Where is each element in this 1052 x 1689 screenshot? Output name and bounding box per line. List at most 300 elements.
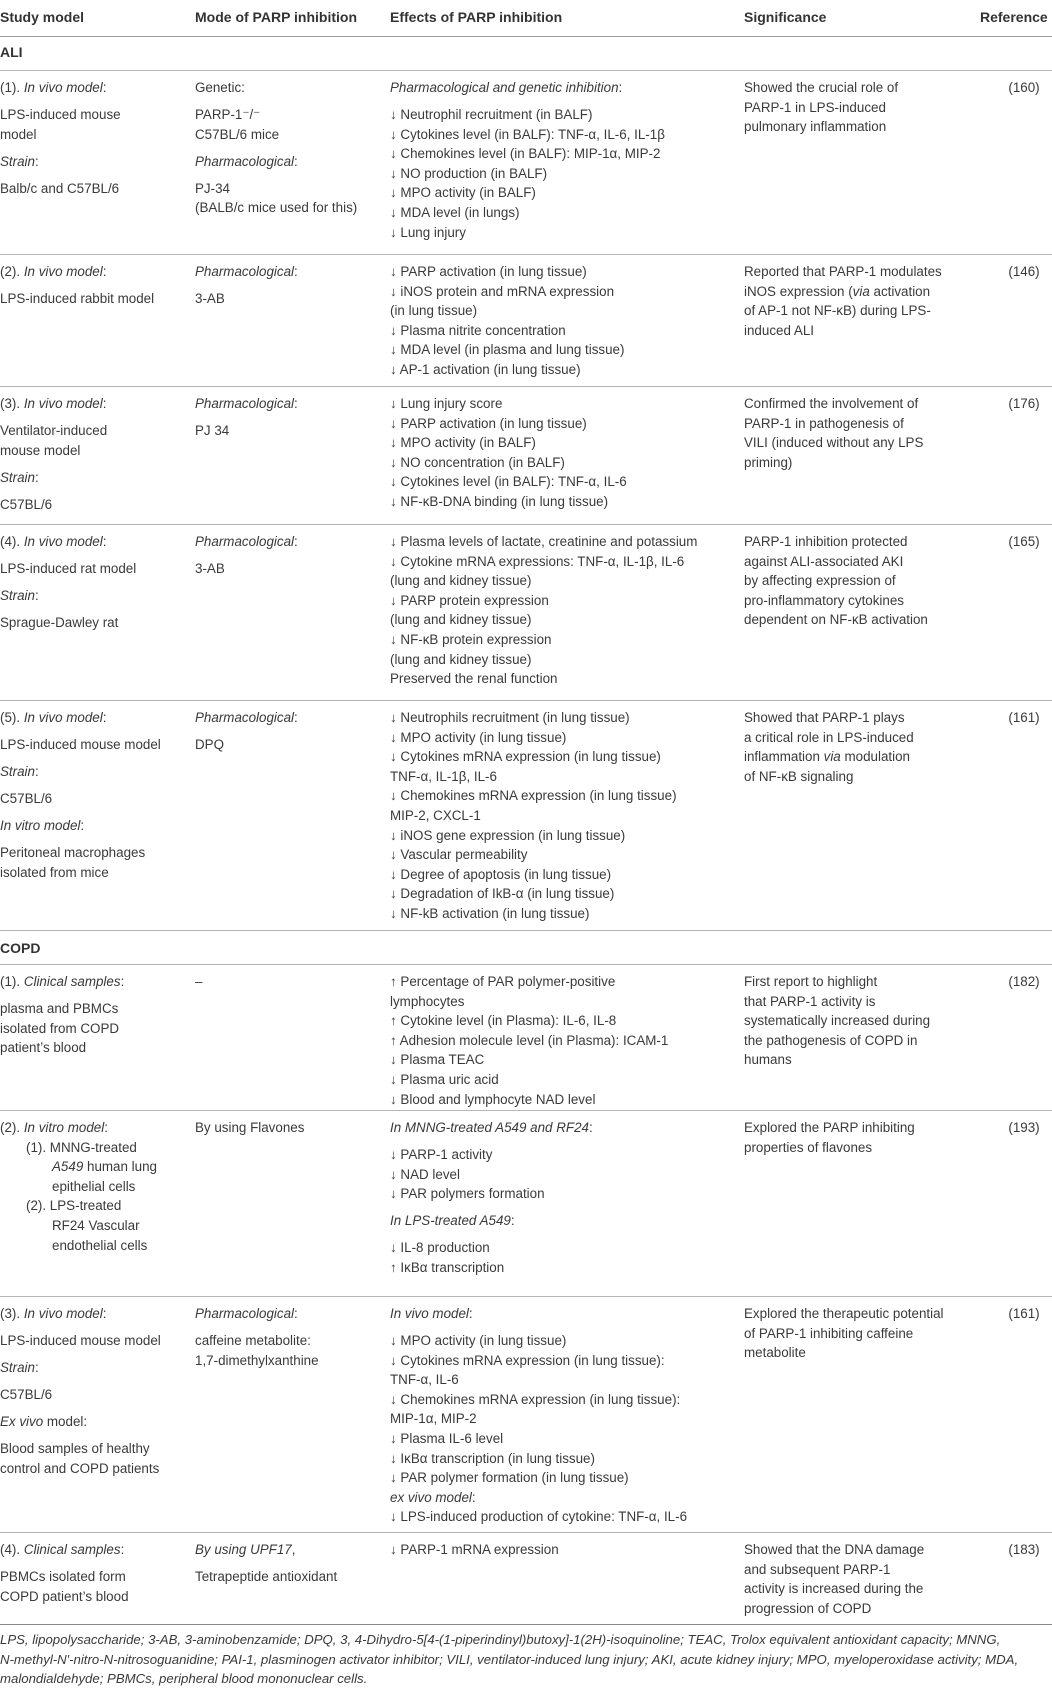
- text: (4).: [0, 1542, 24, 1557]
- spacer: [0, 171, 121, 179]
- cell-line: [0, 789, 161, 809]
- text: PJ 34: [195, 423, 230, 439]
- text: (3).: [0, 1306, 24, 1321]
- text: Showed that PARP-1 plays: [744, 710, 905, 725]
- text: ↑ Percentage of PAR polymer-positive: [390, 974, 616, 989]
- cell-mode: [195, 1304, 319, 1370]
- spacer: [0, 1351, 161, 1359]
- cell-line: [0, 289, 154, 309]
- text: induced ALI: [744, 322, 814, 338]
- text: :: [120, 1542, 125, 1557]
- italic-text: In MNNG-treated A549 and RF24: [390, 1120, 589, 1135]
- text: ↓ MPO activity (in lung tissue): [390, 729, 567, 745]
- cell-study: [0, 972, 124, 1058]
- text: MIP-2, CXCL-1: [390, 807, 481, 823]
- cell-line: [390, 845, 677, 865]
- cell-significance: [744, 708, 914, 786]
- cell-significance: [744, 1540, 924, 1618]
- cell-line: [195, 1567, 337, 1587]
- cell-significance: [744, 1304, 944, 1363]
- cell-line: [390, 1238, 593, 1258]
- cell-line: [390, 1331, 687, 1351]
- italic-text: In vivo model: [23, 396, 103, 411]
- cell-line: [744, 571, 928, 591]
- text: of AP-1 not NF-κB) during LPS-: [744, 303, 931, 319]
- text: ↑ Adhesion molecule level (in Plasma): ICAM-1: [390, 1032, 669, 1048]
- text: DPQ: [195, 737, 225, 753]
- cell-line: [744, 414, 923, 434]
- text: :: [102, 710, 107, 725]
- cell-line: [744, 610, 928, 630]
- text: MIP-1α, MIP-2: [390, 1411, 477, 1427]
- cell-line: [390, 433, 627, 453]
- cell-line: [0, 999, 124, 1019]
- text: properties of flavones: [744, 1139, 873, 1155]
- divider: [0, 254, 1052, 255]
- spacer: [195, 282, 298, 290]
- spacer: [195, 98, 357, 106]
- text: C57BL/6 mice: [195, 126, 280, 142]
- cell-line: [744, 1050, 930, 1070]
- cell-line: [0, 1358, 161, 1378]
- italic-text: Pharmacological: [195, 710, 294, 725]
- text: :: [102, 1306, 107, 1321]
- cell-line: [390, 262, 624, 282]
- cell-reference: (161): [1008, 1306, 1040, 1321]
- text: C57BL/6: [0, 791, 53, 807]
- cell-line: [0, 843, 161, 863]
- text: activity is increased during the: [744, 1581, 924, 1597]
- cell-line: [744, 262, 942, 282]
- text: ↓ IκBα transcription (in lung tissue): [390, 1450, 595, 1466]
- cell-line: [195, 708, 298, 728]
- spacer: [390, 1324, 687, 1332]
- text: ↓ MDA level (in plasma and lung tissue): [390, 342, 625, 358]
- cell-line: [0, 125, 121, 145]
- text: ↓ PARP-1 activity: [390, 1147, 493, 1163]
- text: :: [104, 1120, 108, 1135]
- cell-line: [195, 421, 298, 441]
- cell-line: [0, 1587, 129, 1607]
- text: of PARP-1 inhibiting caffeine: [744, 1325, 914, 1341]
- cell-line: [390, 1540, 559, 1560]
- cell-line: [390, 826, 677, 846]
- cell-line: [390, 301, 624, 321]
- text: :: [471, 1489, 476, 1505]
- text: ↓ PARP activation (in lung tissue): [390, 415, 587, 431]
- cell-reference: (183): [1008, 1542, 1040, 1557]
- header-reference: Reference: [980, 9, 1048, 25]
- spacer: [0, 728, 161, 736]
- spacer: [195, 1324, 319, 1332]
- cell-line: [390, 1211, 593, 1231]
- spacer: [0, 414, 107, 422]
- cell-line: [0, 1459, 161, 1479]
- cell-line: [390, 1011, 668, 1031]
- cell-line: [195, 262, 298, 282]
- text: COPD patient’s blood: [0, 1588, 129, 1604]
- italic-text: In LPS-treated A549: [390, 1213, 511, 1229]
- cell-line: [744, 1324, 944, 1344]
- divider: [0, 1296, 1052, 1297]
- cell-line: [390, 650, 697, 670]
- italic-text: In vivo model: [23, 710, 103, 725]
- italic-text: Pharmacological: [195, 1306, 294, 1321]
- cell-line: [390, 1118, 593, 1138]
- cell-line: [0, 863, 161, 883]
- text: dependent on NF-κB activation: [744, 612, 928, 628]
- cell-line: [390, 884, 677, 904]
- text: Explored the therapeutic potential: [744, 1306, 944, 1321]
- cell-effects: [390, 262, 624, 380]
- cell-line: [390, 972, 668, 992]
- spacer: [390, 1138, 593, 1146]
- cell-mode: [195, 972, 202, 992]
- cell-line: [0, 421, 107, 441]
- text: ↓ NAD level: [390, 1166, 460, 1182]
- italic-text: Clinical samples: [23, 974, 121, 989]
- cell-line: [390, 806, 677, 826]
- spacer: [390, 1231, 593, 1239]
- spacer: [0, 755, 161, 763]
- text: ↓ AP-1 activation (in lung tissue): [390, 361, 581, 377]
- text: ↓ NO production (in BALF): [390, 165, 548, 181]
- cell-line: [195, 735, 298, 755]
- cell-study: [0, 532, 136, 633]
- cell-line: [0, 532, 136, 552]
- cell-line: [390, 340, 624, 360]
- text: LPS-induced mouse model: [0, 1333, 161, 1349]
- text: ↓ MPO activity (in lung tissue): [390, 1333, 567, 1349]
- cell-line: [390, 183, 665, 203]
- cell-line: [390, 1090, 668, 1110]
- cell-line: [390, 610, 697, 630]
- text: ↓ iNOS protein and mRNA expression: [390, 283, 615, 299]
- cell-line: [744, 992, 930, 1012]
- cell-mode: [195, 1540, 337, 1587]
- cell-line: [744, 747, 914, 767]
- cell-line: [390, 767, 677, 787]
- text: :: [618, 80, 623, 95]
- text: PARP-1 in pathogenesis of: [744, 415, 904, 431]
- italic-text: Clinical samples: [23, 1542, 121, 1557]
- text: :: [120, 974, 125, 989]
- spacer: [390, 1204, 593, 1212]
- text: modulation: [840, 749, 910, 765]
- text: ↓ LPS-induced production of cytokine: TNF-α, IL-6: [390, 1509, 688, 1525]
- text: :: [588, 1120, 593, 1135]
- cell-study: [0, 708, 161, 883]
- cell-reference: (161): [1008, 710, 1040, 725]
- cell-line: [744, 708, 914, 728]
- text: activation: [869, 283, 931, 299]
- text: Confirmed the involvement of: [744, 396, 919, 411]
- section-copd: COPD: [0, 940, 41, 956]
- text: (3).: [0, 396, 24, 411]
- text: ↓ Plasma nitrite concentration: [390, 322, 566, 338]
- text: LPS-induced mouse model: [0, 737, 161, 753]
- cell-line: [390, 552, 697, 572]
- cell-line: [195, 1540, 337, 1560]
- text: :: [34, 588, 39, 604]
- cell-line: [390, 747, 677, 767]
- italic-text: Pharmacological and genetic inhibition: [390, 80, 619, 95]
- cell-line: [195, 532, 298, 552]
- cell-line: [744, 767, 914, 787]
- spacer: [0, 1378, 161, 1386]
- cell-line: [390, 78, 665, 98]
- cell-line: [390, 164, 665, 184]
- cell-mode: [195, 708, 298, 755]
- spacer: [390, 98, 665, 106]
- cell-line: [744, 433, 923, 453]
- spacer: [195, 552, 298, 560]
- cell-line: [390, 1070, 668, 1090]
- text: ↓ Lung injury score: [390, 396, 503, 411]
- cell-effects: [390, 1118, 593, 1278]
- cell-line: [744, 282, 942, 302]
- text: ↓ Neutrophils recruitment (in lung tissue): [390, 710, 630, 725]
- cell-line: [0, 1567, 129, 1587]
- cell-effects: [390, 532, 697, 689]
- text: control and COPD patients: [0, 1461, 160, 1477]
- text: ↓ MPO activity (in BALF): [390, 185, 536, 201]
- cell-line: [0, 1331, 161, 1351]
- cell-line: [195, 289, 298, 309]
- text: ↓ Cytokines level (in BALF): TNF-α, IL-6: [390, 474, 627, 490]
- text: ↓ Vascular permeability: [390, 847, 528, 863]
- header-significance: Significance: [744, 9, 827, 25]
- cell-line: [0, 1038, 124, 1058]
- text: Showed that the DNA damage: [744, 1542, 925, 1557]
- text: ↓ Cytokines mRNA expression (in lung tissue): [390, 749, 661, 765]
- text: ↑ Cytokine level (in Plasma): IL-6, IL-8: [390, 1013, 617, 1029]
- text: ↓ iNOS gene expression (in lung tissue): [390, 827, 626, 843]
- header-mode: Mode of PARP inhibition: [195, 9, 358, 25]
- text: :: [102, 534, 107, 549]
- text: RF24 Vascular: [52, 1217, 140, 1233]
- cell-line: [0, 613, 136, 633]
- text: ↓ PARP activation (in lung tissue): [390, 264, 587, 279]
- divider: [0, 1624, 1052, 1625]
- cell-significance: [744, 532, 928, 630]
- cell-line: [390, 321, 624, 341]
- cell-line: [390, 708, 677, 728]
- spacer: [0, 487, 107, 495]
- text: (lung and kidney tissue): [390, 612, 532, 628]
- italic-text: Pharmacological: [195, 534, 294, 549]
- text: Blood samples of healthy: [0, 1441, 150, 1457]
- spacer: [195, 144, 357, 152]
- cell-line: [0, 1118, 157, 1138]
- text: ↓ Lung injury: [390, 224, 466, 240]
- cell-line: [390, 865, 677, 885]
- cell-line: [744, 394, 923, 414]
- text: ↓ MDA level (in lungs): [390, 205, 520, 221]
- text: Ventilator-induced: [0, 423, 108, 439]
- spacer: [0, 1560, 129, 1568]
- text: LPS-induced mouse: [0, 107, 121, 123]
- italic-text: A549: [52, 1159, 84, 1175]
- text: model:: [43, 1414, 88, 1430]
- text: :: [294, 1306, 298, 1321]
- text: :: [34, 764, 39, 780]
- italic-text: In vivo model: [390, 1306, 469, 1321]
- text: :: [294, 153, 298, 169]
- spacer: [195, 171, 357, 179]
- text: –: [195, 974, 203, 989]
- cell-line: [0, 179, 121, 199]
- text: 3-AB: [195, 291, 225, 307]
- cell-study: [0, 262, 154, 309]
- text: PARP-1⁻/⁻: [195, 107, 261, 123]
- text: (lung and kidney tissue): [390, 573, 532, 589]
- footnote-line: malondialdehyde; PBMCs, peripheral blood mononuclear cells.: [0, 1671, 368, 1686]
- cell-line: [195, 972, 202, 992]
- text: PBMCs isolated form: [0, 1569, 126, 1585]
- text: humans: [744, 1052, 792, 1068]
- cell-line: [0, 559, 136, 579]
- cell-line: [195, 179, 357, 199]
- cell-line: [390, 1258, 593, 1278]
- text: ↓ NO concentration (in BALF): [390, 454, 565, 470]
- cell-line: [744, 591, 928, 611]
- cell-line: [390, 1488, 687, 1508]
- cell-significance: [744, 78, 898, 137]
- text: the pathogenesis of COPD in: [744, 1032, 918, 1048]
- text: :: [102, 396, 107, 411]
- cell-effects: [390, 972, 668, 1109]
- cell-line: [195, 1331, 319, 1351]
- cell-line: [195, 1351, 319, 1371]
- text: PARP-1 inhibition protected: [744, 534, 908, 549]
- text: ↓ Plasma IL-6 level: [390, 1431, 504, 1447]
- text: (in lung tissue): [390, 303, 478, 319]
- italic-text: Strain: [0, 153, 35, 169]
- italic-text: via: [852, 283, 870, 299]
- cell-line: [390, 1429, 687, 1449]
- cell-mode: [195, 394, 298, 441]
- spacer: [0, 144, 121, 152]
- text: LPS-induced rat model: [0, 561, 137, 577]
- text: Reported that PARP-1 modulates: [744, 264, 942, 279]
- text: ↓ Chemokines mRNA expression (in lung tissue):: [390, 1391, 681, 1407]
- cell-line: [0, 1177, 157, 1197]
- text: ↓ IL-8 production: [390, 1240, 490, 1256]
- text: ↓ Plasma levels of lactate, creatinine and potassium: [390, 534, 698, 549]
- cell-line: [390, 786, 677, 806]
- text: (1).: [0, 974, 24, 989]
- cell-line: [0, 78, 121, 98]
- italic-text: Pharmacological: [195, 153, 294, 169]
- cell-line: [0, 1385, 161, 1405]
- italic-text: In vitro model: [0, 818, 81, 834]
- cell-effects: [390, 1304, 687, 1527]
- text: of NF-κB signaling: [744, 768, 854, 784]
- cell-reference: (182): [1008, 974, 1040, 989]
- cell-line: [744, 532, 928, 552]
- text: priming): [744, 454, 793, 470]
- cell-line: [390, 532, 697, 552]
- text: ↓ Chemokines mRNA expression (in lung tissue): [390, 788, 677, 804]
- footnote-line: LPS, lipopolysaccharide; 3-AB, 3-aminobenzamide; DPQ, 3, 4-Dihydro-5[4-(1-piperindinyl)butoxy]-1(2H)-isoquinoline; TEAC, Trolox equivalent antioxidant capacity; MNNG,: [0, 1632, 1001, 1647]
- text: :: [34, 153, 39, 169]
- text: isolated from mice: [0, 865, 109, 881]
- cell-significance: [744, 262, 942, 340]
- text: isolated from COPD: [0, 1020, 120, 1036]
- text: by affecting expression of: [744, 573, 896, 589]
- spacer: [0, 282, 154, 290]
- cell-line: [390, 360, 624, 380]
- divider: [0, 524, 1052, 525]
- text: ↓ Degradation of IkB-α (in lung tissue): [390, 886, 615, 902]
- cell-reference: (176): [1008, 396, 1040, 411]
- spacer: [0, 1432, 161, 1440]
- cell-line: [0, 262, 154, 282]
- divider: [0, 386, 1052, 387]
- cell-line: [390, 282, 624, 302]
- text: :: [294, 396, 298, 411]
- italic-text: Strain: [0, 764, 35, 780]
- cell-line: [390, 125, 665, 145]
- text: ↓ Cytokines level (in BALF): TNF-α, IL-6, IL-1β: [390, 126, 665, 142]
- text: ↓ PARP protein expression: [390, 592, 549, 608]
- cell-line: [744, 1599, 924, 1619]
- cell-line: [390, 571, 697, 591]
- spacer: [0, 579, 136, 587]
- spacer: [0, 1405, 161, 1413]
- cell-line: [390, 492, 627, 512]
- cell-line: [744, 1304, 944, 1324]
- text: :: [80, 818, 85, 834]
- cell-line: [0, 495, 107, 515]
- text: (1). MNNG-treated: [26, 1139, 137, 1155]
- cell-line: [390, 1304, 687, 1324]
- text: :: [102, 80, 107, 95]
- divider: [0, 70, 1052, 71]
- cell-line: [195, 105, 357, 125]
- spacer: [0, 836, 161, 844]
- cell-line: [0, 1138, 157, 1158]
- text: Sprague-Dawley rat: [0, 615, 119, 631]
- cell-line: [195, 125, 357, 145]
- text: human lung: [83, 1159, 157, 1175]
- divider: [0, 1532, 1052, 1533]
- text: :: [34, 469, 39, 485]
- cell-line: [390, 1390, 687, 1410]
- text: :: [34, 1360, 39, 1376]
- text: TNF-α, IL-6: [390, 1372, 459, 1388]
- text: against ALI-associated AKI: [744, 553, 904, 569]
- cell-line: [390, 1145, 593, 1165]
- cell-reference: (193): [1008, 1120, 1040, 1135]
- spacer: [0, 98, 121, 106]
- text: ↓ PARP-1 mRNA expression: [390, 1542, 559, 1557]
- spacer: [0, 606, 136, 614]
- cell-line: [390, 144, 665, 164]
- cell-line: [744, 552, 928, 572]
- cell-effects: [390, 1540, 559, 1560]
- text: PARP-1 in LPS-induced: [744, 99, 886, 115]
- text: (4).: [0, 534, 24, 549]
- footnote-line: N-methyl-N′-nitro-N-nitrosoguanidine; PAI-1, plasminogen activator inhibitor; VILI, ventilator-induced lung injury; AKI, acute kidney injury; MPO, myeloperoxidase activity; MDA,: [0, 1651, 1019, 1667]
- cell-line: [390, 1507, 687, 1527]
- spacer: [0, 1324, 161, 1332]
- cell-line: [390, 105, 665, 125]
- cell-reference: (160): [1008, 80, 1040, 95]
- spacer: [0, 552, 136, 560]
- text: lymphocytes: [390, 993, 465, 1009]
